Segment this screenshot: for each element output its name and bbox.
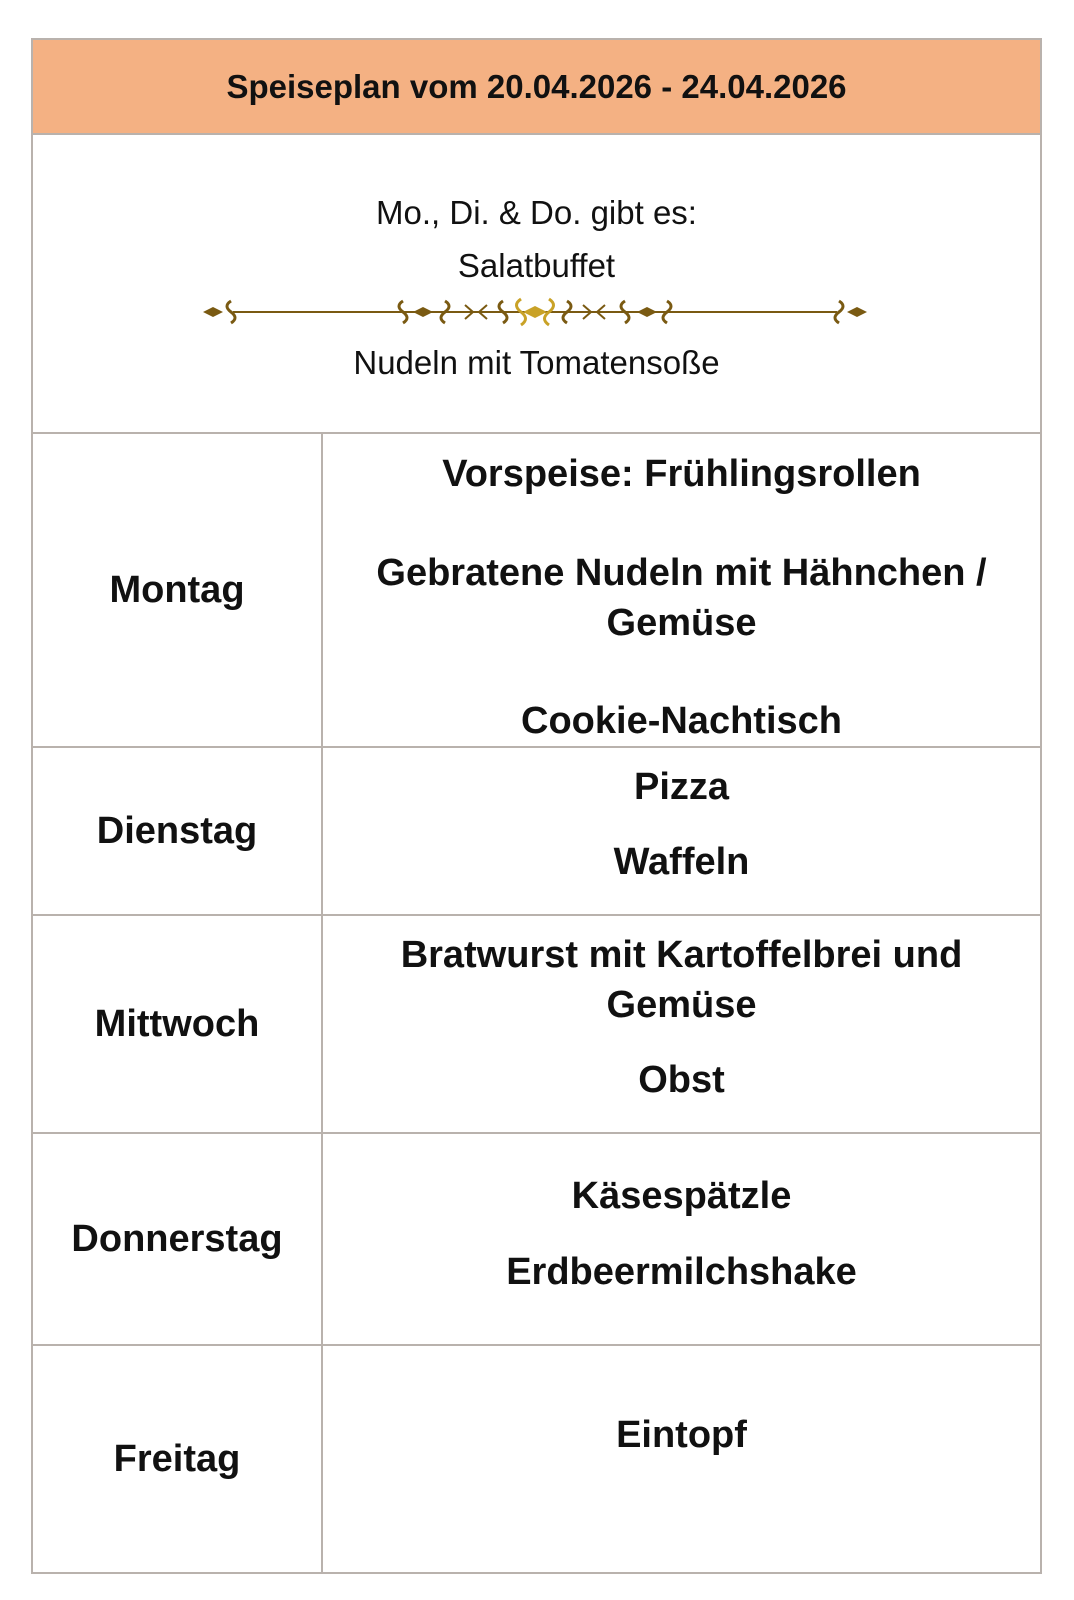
dish-dessert: Cookie-Nachtisch bbox=[521, 700, 842, 742]
dish-main: Pizza bbox=[633, 766, 730, 808]
decorative-divider-icon bbox=[203, 295, 867, 329]
dish-cell bbox=[323, 1134, 1040, 1344]
row-mittwoch bbox=[33, 916, 1040, 1134]
dish-main: Käsespätzle bbox=[571, 1175, 792, 1217]
dish-dessert: Obst bbox=[638, 1059, 725, 1101]
dish-main: Gebratene Nudeln mit Hähnchen / Gemüse bbox=[376, 552, 987, 644]
dish-main: Bratwurst mit Kartoffelbrei und Gemüse bbox=[400, 934, 963, 1026]
dish-dessert: Waffeln bbox=[613, 841, 750, 883]
dish-dessert: Erdbeermilchshake bbox=[506, 1251, 857, 1293]
intro-section bbox=[33, 135, 1040, 434]
day-label: Freitag bbox=[33, 1346, 323, 1572]
day-label: Dienstag bbox=[33, 748, 323, 914]
intro-line-salad: Salatbuffet bbox=[457, 247, 616, 284]
day-label: Donnerstag bbox=[33, 1134, 323, 1344]
menu-title: Speiseplan vom 20.04.2026 - 24.04.2026 bbox=[33, 40, 1040, 135]
day-label: Mittwoch bbox=[33, 916, 323, 1132]
dish-cell bbox=[323, 916, 1040, 1132]
dish-cell bbox=[323, 434, 1040, 746]
intro-line-pasta: Nudeln mit Tomatensoße bbox=[353, 344, 720, 381]
row-dienstag bbox=[33, 748, 1040, 916]
dish-starter: Vorspeise: Frühlingsrollen bbox=[442, 453, 921, 495]
day-label: Montag bbox=[33, 434, 323, 746]
dish-main: Eintopf bbox=[616, 1414, 747, 1456]
menu-table bbox=[31, 38, 1042, 1574]
row-montag bbox=[33, 434, 1040, 748]
dish-cell bbox=[323, 1346, 1040, 1572]
intro-line-days: Mo., Di. & Do. gibt es: bbox=[376, 194, 697, 231]
dish-cell bbox=[323, 748, 1040, 914]
row-donnerstag bbox=[33, 1134, 1040, 1346]
row-freitag bbox=[33, 1346, 1040, 1572]
